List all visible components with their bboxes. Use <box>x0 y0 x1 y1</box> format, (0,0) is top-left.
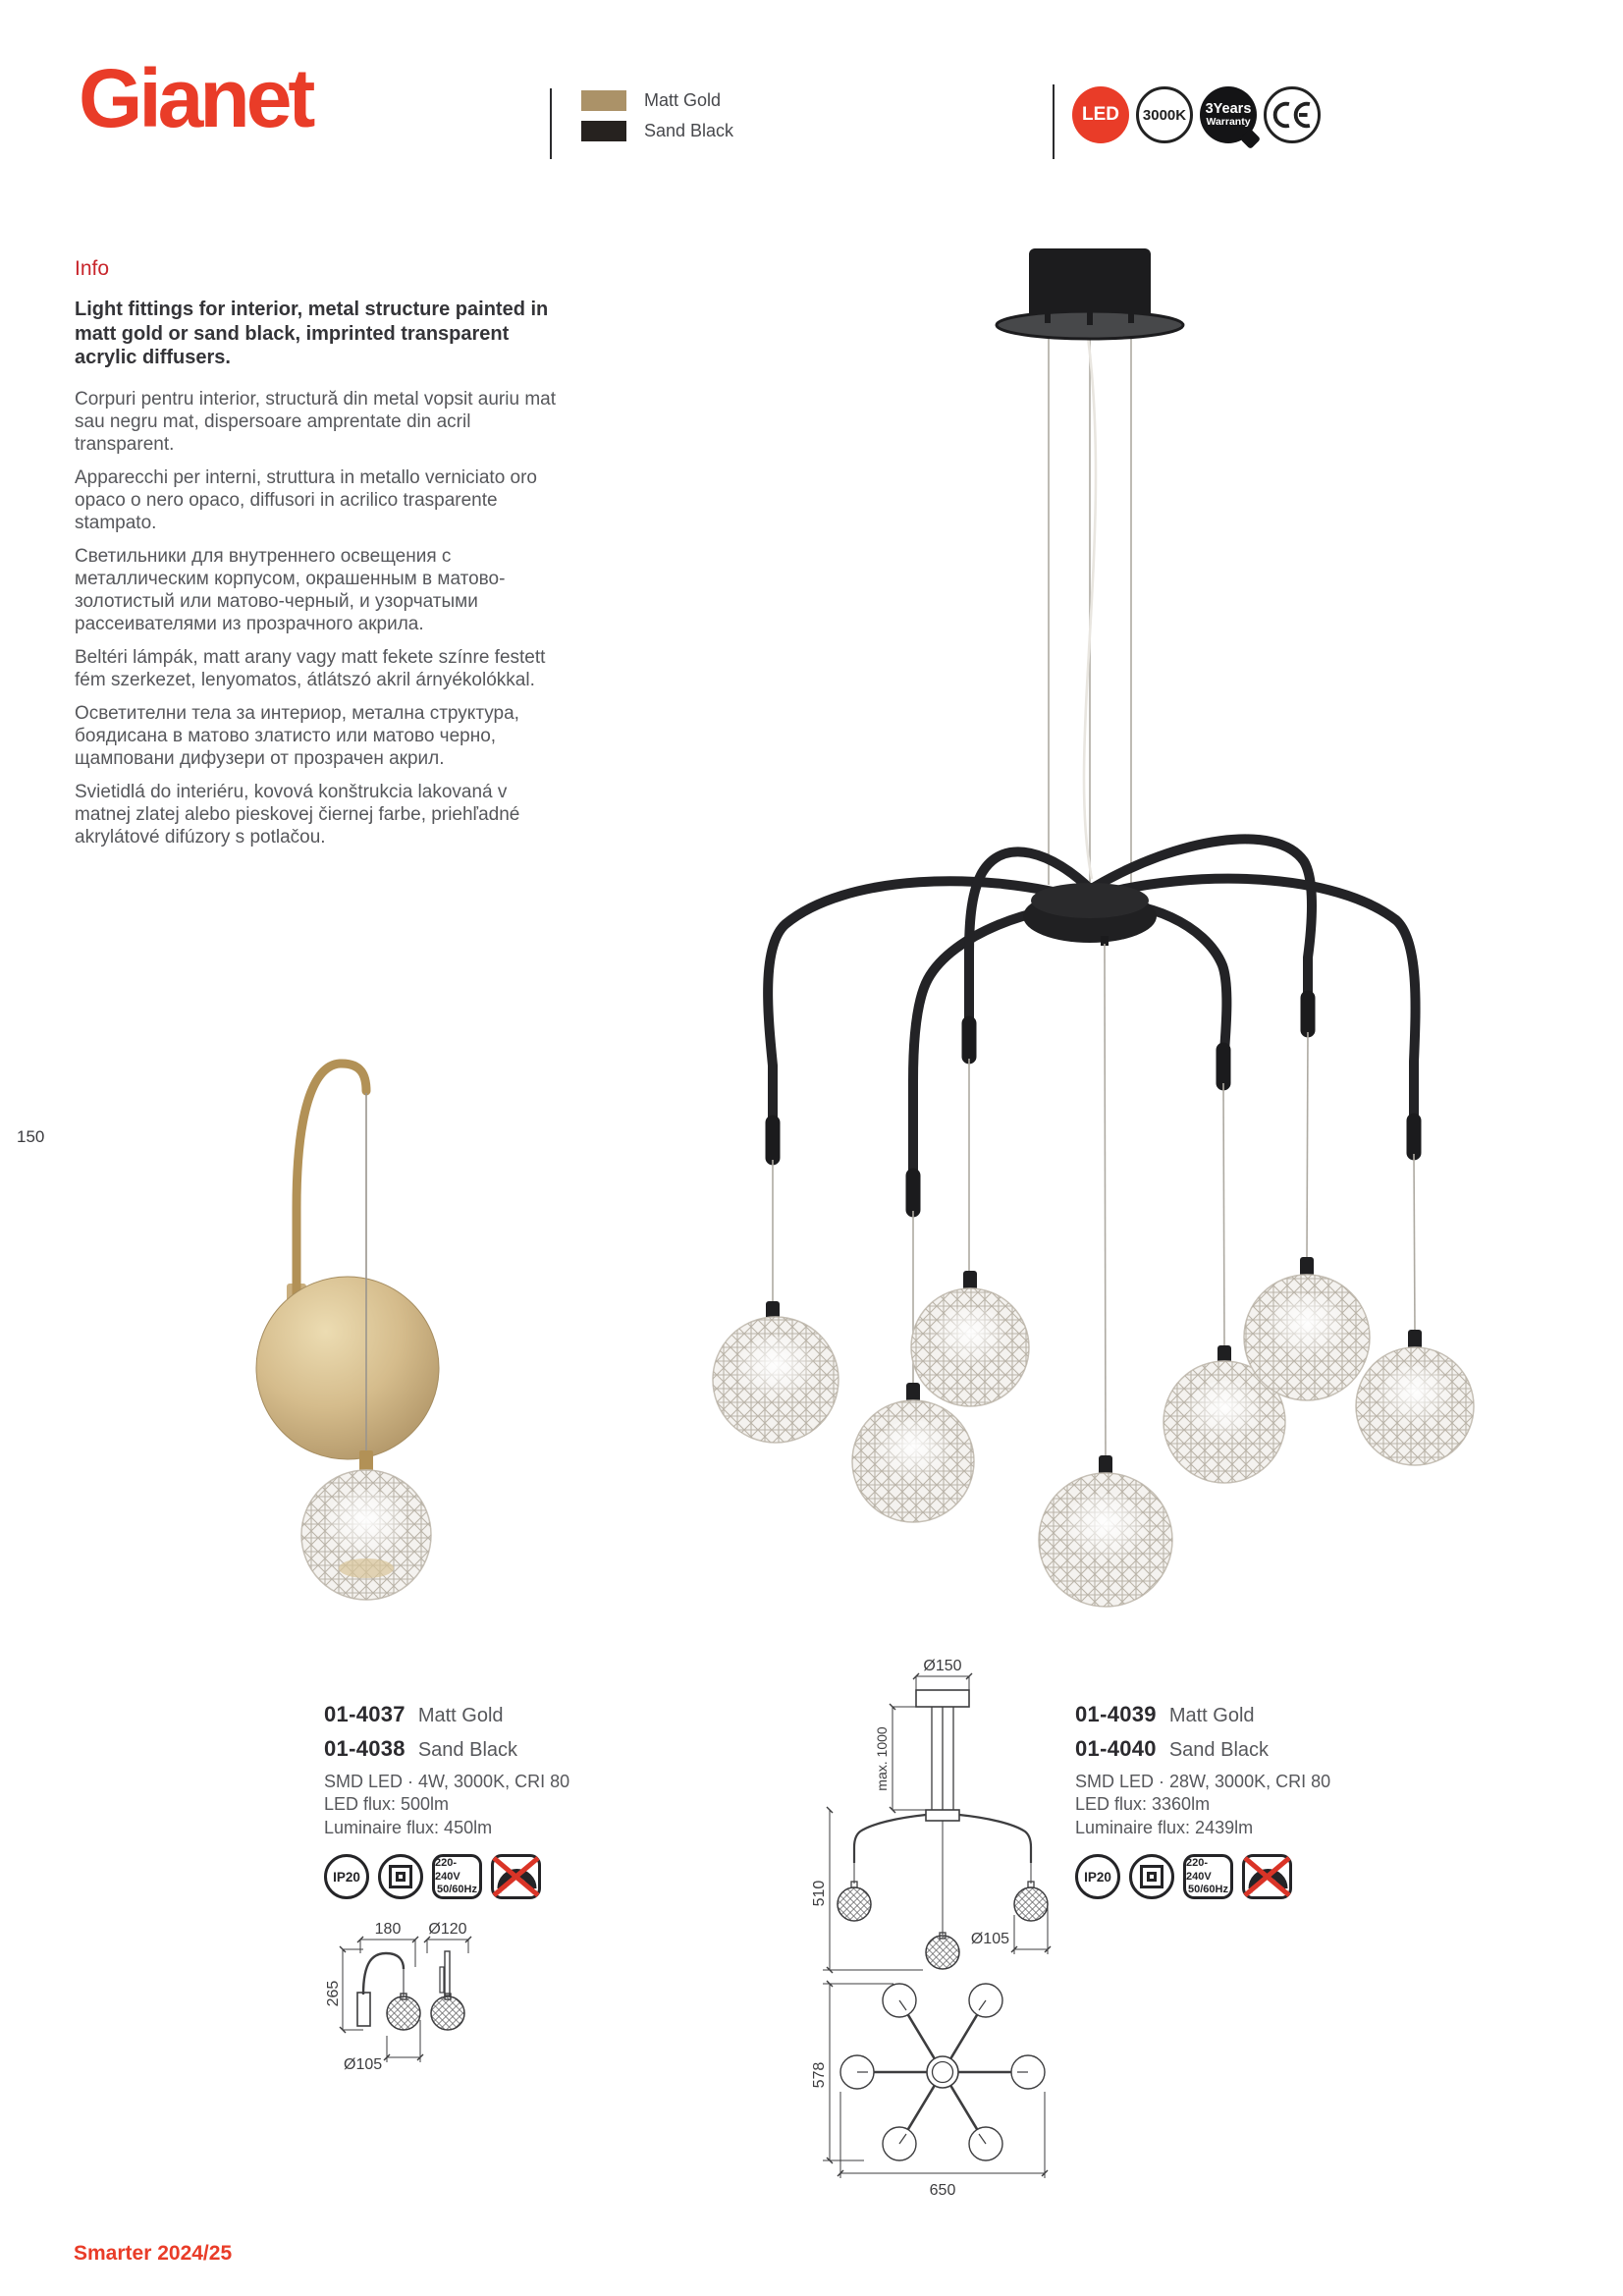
svg-text:+: + <box>1281 1885 1289 1899</box>
catalog-footer: Smarter 2024/25 <box>74 2242 233 2265</box>
wall-lamp-drawing <box>295 1910 579 2121</box>
ip-rating-icon: IP20 <box>1075 1854 1120 1899</box>
product-specs <box>1075 1771 1429 1839</box>
info-paragraph-ru: Светильники для внутреннего освещения с металлическим корпусом, окрашенным в матово-золотистый или матово-черный, и узорчатыми рассеивателями из прозрачного акрила. <box>75 545 506 634</box>
product-code-row <box>1075 1736 1429 1762</box>
finish-row-gold <box>581 90 733 111</box>
color-temp-badge: 3000K <box>1136 86 1193 143</box>
info-paragraphs <box>75 389 568 860</box>
dim-label: 180 <box>374 1921 402 1938</box>
not-dimmable-icon <box>491 1854 541 1899</box>
ce-mark-badge <box>1264 86 1321 143</box>
spec-line: Luminaire flux: 2439lm <box>1075 1817 1254 1837</box>
glass-globe <box>1356 1330 1474 1465</box>
sand-black-swatch <box>581 121 626 141</box>
class2-insulation-icon <box>1129 1854 1174 1899</box>
info-paragraph-ro: Corpuri pentru interior, structură din metal vopsit auriu mat sau negru mat, dispersoare amprentate din acril transparent. <box>75 389 556 455</box>
wall-lamp-photo <box>236 1036 481 1684</box>
product-code-row <box>1075 1702 1429 1727</box>
pendant-lamp-photo <box>648 241 1492 1674</box>
spec-line: Luminaire flux: 450lm <box>324 1817 493 1837</box>
ce-mark-icon <box>1271 100 1313 130</box>
product-finish: Matt Gold <box>417 1705 504 1726</box>
finish-label: Matt Gold <box>644 90 722 110</box>
info-paragraph-it: Apparecchi per interni, struttura in metallo verniciato oro opaco o nero opaco, diffusori in acrilico trasparente stampato. <box>75 466 538 533</box>
info-lead-en: Light fittings for interior, metal structure painted in matt gold or sand black, imprinted transparent acrylic diffusers. <box>75 299 549 369</box>
finish-legend <box>581 90 733 151</box>
glass-globe <box>1039 1455 1172 1607</box>
arm-sleeves <box>773 998 1414 1210</box>
ip-rating-icon: IP20 <box>324 1854 369 1899</box>
suspension-cables <box>1049 335 1131 885</box>
dim-label: Ø105 <box>344 2056 383 2073</box>
header-divider-1 <box>550 88 552 159</box>
info-heading: Info <box>75 257 110 280</box>
glass-globe <box>911 1271 1029 1406</box>
dim-label: max. 1000 <box>874 1726 890 1791</box>
glass-globe <box>301 1450 431 1600</box>
brand-logo: Gianet <box>79 52 312 144</box>
product-code: 01-4040 <box>1075 1736 1157 1761</box>
dim-label: Ø120 <box>428 1921 467 1938</box>
page-number: 150 <box>17 1127 45 1146</box>
pendant-lamp-drawing <box>795 1655 1100 2219</box>
product-block-pendant <box>1075 1702 1429 1899</box>
voltage-icon: 220-240V 50/60Hz <box>1183 1854 1233 1899</box>
center-hub <box>1023 883 1157 946</box>
voltage-icon: 220-240V 50/60Hz <box>432 1854 482 1899</box>
info-paragraph-hu: Beltéri lámpák, matt arany vagy matt fekete színre festett fém szerkezet, lenyomatos, átlátszó akril árnyékolókkal. <box>75 646 546 690</box>
led-badge: LED <box>1072 86 1129 143</box>
info-paragraph-bg: Осветителни тела за интериор, метална структура, боядисана в матово златисто или матово черно, щамповани дифузери от прозрачен акрил. <box>75 702 519 769</box>
certification-badges <box>1072 86 1321 143</box>
dim-label: Ø150 <box>923 1658 962 1674</box>
tech-icons <box>324 1854 677 1899</box>
dim-label: 650 <box>929 2182 956 2199</box>
finish-label: Sand Black <box>644 121 734 140</box>
product-code: 01-4039 <box>1075 1702 1157 1726</box>
ceiling-canopy <box>997 248 1183 339</box>
product-finish: Sand Black <box>417 1739 518 1761</box>
header-divider-2 <box>1053 84 1055 159</box>
class2-insulation-icon <box>378 1854 423 1899</box>
dim-label: 578 <box>811 2061 828 2089</box>
product-code-row <box>324 1702 677 1727</box>
not-dimmable-icon <box>1242 1854 1292 1899</box>
warranty-badge: 3Years Warranty <box>1200 86 1257 143</box>
product-code: 01-4037 <box>324 1702 406 1726</box>
info-paragraph-sk: Svietidlá do interiéru, kovová konštrukcia lakovaná v matnej zlatej alebo pieskovej čiernej farbe, priehľadné akrylátové difúzory s potlačou. <box>75 781 520 847</box>
finish-row-sand <box>581 121 733 141</box>
product-code: 01-4038 <box>324 1736 406 1761</box>
spec-line: LED flux: 3360lm <box>1075 1794 1211 1815</box>
svg-text:-: - <box>1249 1885 1253 1899</box>
product-code-row <box>324 1736 677 1762</box>
matt-gold-swatch <box>581 90 626 111</box>
svg-text:-: - <box>498 1885 502 1899</box>
dim-label: 510 <box>811 1880 828 1907</box>
product-specs <box>324 1771 677 1839</box>
glass-globes <box>713 1257 1474 1607</box>
spec-line: SMD LED · 28W, 3000K, CRI 80 <box>1075 1772 1331 1791</box>
spec-line: LED flux: 500lm <box>324 1794 450 1815</box>
dim-label: Ø105 <box>970 1931 1009 1947</box>
product-block-wall <box>324 1702 677 1899</box>
tech-icons <box>1075 1854 1429 1899</box>
wall-lamp-gold-disc <box>256 1277 439 1459</box>
spec-line: SMD LED · 4W, 3000K, CRI 80 <box>324 1772 570 1791</box>
product-finish: Sand Black <box>1168 1739 1270 1761</box>
glass-globe <box>1244 1257 1370 1400</box>
glass-globe <box>713 1301 839 1443</box>
dim-label: 265 <box>325 1980 342 2007</box>
svg-text:+: + <box>530 1885 538 1899</box>
product-finish: Matt Gold <box>1168 1705 1255 1726</box>
